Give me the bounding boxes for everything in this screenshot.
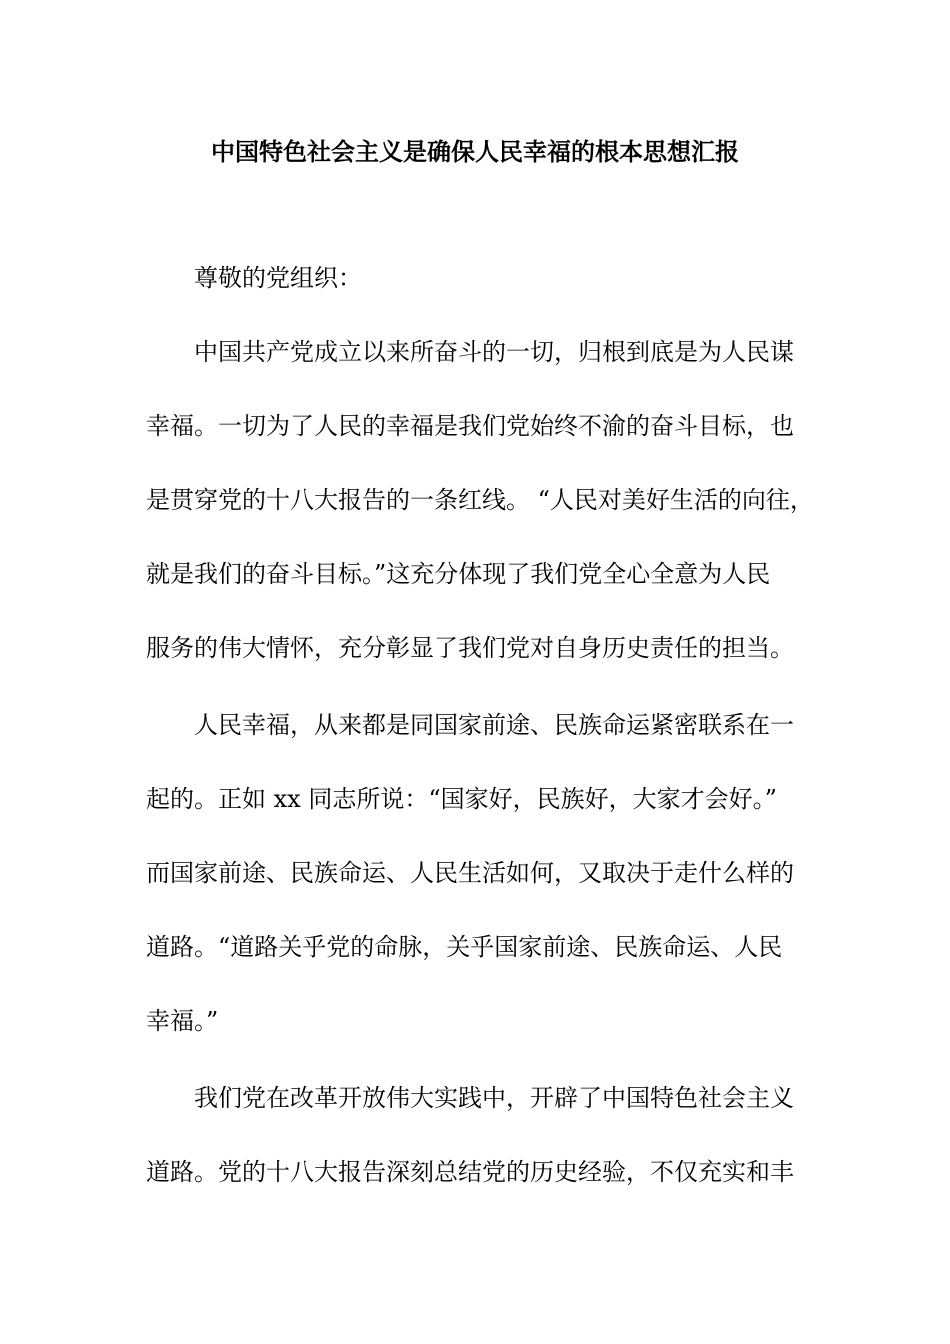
paragraph-line: 道路。“道路关乎党的命脉，关乎国家前途、民族命运、人民 bbox=[146, 933, 783, 961]
paragraph-line: 幸福。一切为了人民的幸福是我们党始终不渝的奋斗目标，也 bbox=[146, 412, 794, 440]
paragraph-line: 就是我们的奋斗目标。”这充分体现了我们党全心全意为人民 bbox=[146, 560, 771, 588]
paragraph-line: 幸福。” bbox=[146, 1007, 219, 1035]
paragraph-line: 服务的伟大情怀，充分彰显了我们党对自身历史责任的担当。 bbox=[146, 634, 794, 662]
paragraph-line: 道路。党的十八大报告深刻总结党的历史经验，不仅充实和丰 bbox=[146, 1158, 794, 1186]
document-title: 中国特色社会主义是确保人民幸福的根本思想汇报 bbox=[211, 137, 739, 166]
paragraph-line: 中国共产党成立以来所奋斗的一切，归根到底是为人民谋 bbox=[194, 338, 794, 366]
paragraph-line: 起的。正如 xx 同志所说：“国家好，民族好，大家才会好。” bbox=[146, 785, 777, 813]
paragraph-line: 人民幸福，从来都是同国家前途、民族命运紧密联系在一 bbox=[194, 711, 794, 739]
paragraph-line: 是贯穿党的十八大报告的一条红线。 “人民对美好生活的向往， bbox=[146, 486, 814, 514]
paragraph-line: 我们党在改革开放伟大实践中，开辟了中国特色社会主义 bbox=[194, 1084, 794, 1112]
salutation: 尊敬的党组织： bbox=[194, 264, 362, 292]
paragraph-line: 而国家前途、民族命运、人民生活如何，又取决于走什么样的 bbox=[146, 859, 794, 887]
